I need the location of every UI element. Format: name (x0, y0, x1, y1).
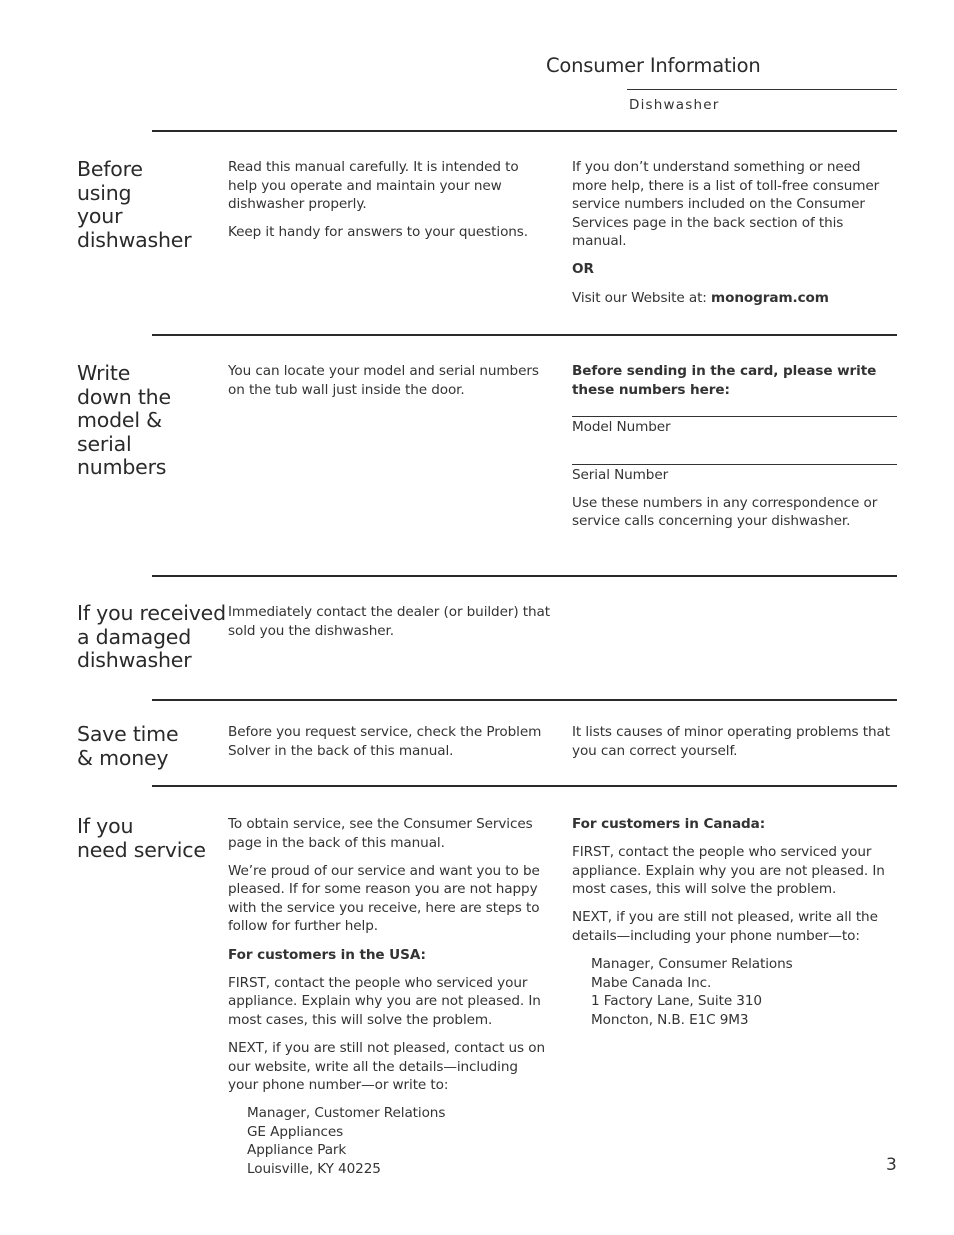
model-number-line[interactable] (572, 416, 897, 417)
write-down-col1 (228, 362, 550, 409)
paragraph: You can locate your model and serial numbers on the tub wall just inside the door. (228, 363, 539, 398)
section-divider (152, 334, 897, 336)
write-down-col2 (572, 362, 897, 541)
website-prefix: Visit our Website at: (572, 289, 712, 306)
paragraph: NEXT, if you are still not pleased, contact us on our website, write all the details—including your phone number—or write to: (228, 1039, 545, 1094)
damaged-col1 (228, 603, 550, 650)
page-number: 3 (886, 1155, 897, 1175)
serial-number-label: Serial Number (572, 466, 669, 483)
need-service-col2 (572, 815, 897, 1039)
paragraph: FIRST, contact the people who serviced your appliance. Explain why you are not pleased. In most cases, this will solve the problem. (228, 974, 541, 1028)
website-link[interactable]: monogram.com (711, 289, 829, 306)
website-line (572, 289, 897, 308)
model-number-label: Model Number (572, 419, 671, 436)
paragraph: Read this manual carefully. It is intended to help you operate and maintain your new dishwasher properly. (228, 159, 519, 213)
section-title-need-service: If you need service (77, 814, 206, 862)
section-title-write-down: Write down the model & serial numbers (77, 361, 171, 479)
before-using-col1 (228, 158, 550, 251)
paragraph: Use these numbers in any correspondence or service calls concerning your dishwasher. (572, 494, 878, 530)
section-divider (152, 699, 897, 701)
save-time-col2 (572, 723, 897, 770)
need-service-col1 (228, 815, 550, 1188)
section-divider (152, 575, 897, 577)
header-subtitle: Dishwasher (629, 97, 720, 113)
paragraph: Keep it handy for answers to your questions. (228, 224, 528, 241)
paragraph: If you don’t understand something or need more help, there is a list of toll-free consumer service numbers included on the Consumer Services page in the back section of this manual. (572, 159, 880, 250)
before-using-col2 (572, 158, 897, 317)
or-label: OR (572, 261, 594, 278)
section-divider (152, 785, 897, 787)
section-title-damaged: If you received a damaged dishwasher (77, 601, 226, 672)
serial-number-line[interactable] (572, 464, 897, 465)
form-heading: Before sending in the card, please write these numbers here: (572, 363, 877, 398)
usa-heading: For customers in the USA: (228, 946, 426, 963)
canada-heading: For customers in Canada: (572, 816, 766, 832)
header-divider (627, 89, 897, 90)
section-title-save-time: Save time & money (77, 722, 179, 770)
paragraph: To obtain service, see the Consumer Services page in the back of this manual. (228, 816, 533, 851)
section-title-before-using: Before using your dishwasher (77, 157, 192, 252)
paragraph: NEXT, if you are still not pleased, write all the details—including your phone number—to: (572, 909, 878, 944)
paragraph: It lists causes of minor operating problems that you can correct yourself. (572, 724, 890, 759)
save-time-col1 (228, 723, 550, 770)
canada-address: Manager, Consumer Relations Mabe Canada Inc. 1 Factory Lane, Suite 310 Moncton, N.B. E1C 9M3 (591, 956, 793, 1028)
paragraph: We’re proud of our service and want you to be pleased. If for some reason you are not happy with the service you receive, here are steps to follow for further help. (228, 862, 540, 935)
paragraph: Before you request service, check the Problem Solver in the back of this manual. (228, 724, 542, 759)
header-title: Consumer Information (546, 54, 761, 77)
paragraph: FIRST, contact the people who serviced your appliance. Explain why you are not pleased. In most cases, this will solve the problem. (572, 844, 885, 898)
section-divider (152, 130, 897, 132)
usa-address: Manager, Customer Relations GE Appliances Appliance Park Louisville, KY 40225 (247, 1105, 446, 1177)
paragraph: Immediately contact the dealer (or builder) that sold you the dishwasher. (228, 604, 550, 639)
